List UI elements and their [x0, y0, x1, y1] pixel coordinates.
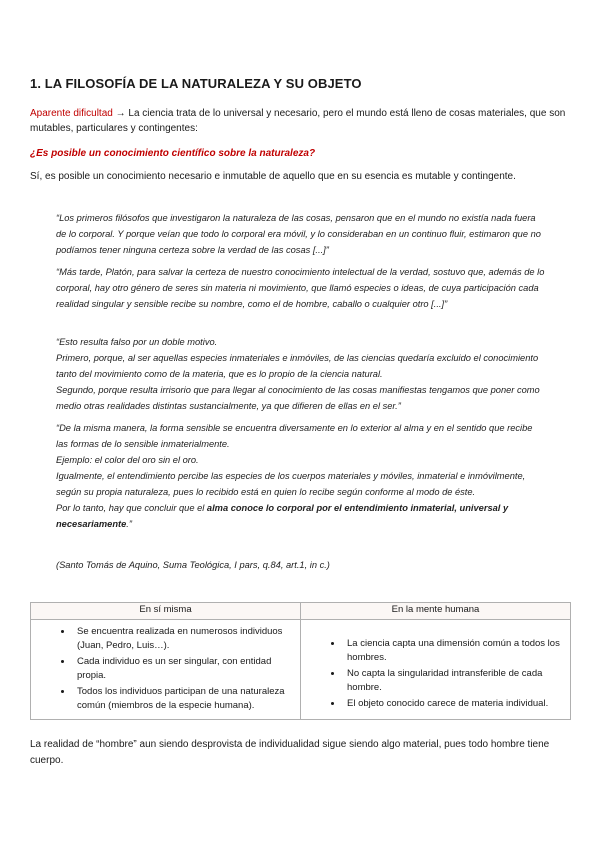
key-question: ¿Es posible un conocimiento científico sobre la naturaleza?	[30, 148, 316, 159]
table-header-in-mind: En la mente humana	[301, 603, 571, 620]
conclusion-emphasis: alma conoce lo corporal por el entendimiento inmaterial, universal y necesariamente	[56, 503, 509, 529]
difficulty-label: Aparente dificultad	[30, 108, 113, 119]
list-item: • La ciencia capta una dimensión común a todos los hombres.	[343, 637, 570, 665]
quote-presocratics: “Los primeros filósofos que investigaron la naturaleza de las cosas, pensaron que en el mundo no existía nada fuera de lo corporal. Y porque veían que todo lo corporal era móvil, y lo consideraban en un continuo fluir, estimaron que no podíamos tener ninguna certeza sobre la verdad de las cosas [...]”	[56, 213, 541, 255]
table-cell-in-itself	[31, 620, 301, 720]
arrow-icon: →	[112, 108, 129, 119]
quote-objection-intro: “Esto resulta falso por un doble motivo.	[56, 337, 218, 347]
quote-plato: “Más tarde, Platón, para salvar la certeza de nuestro conocimiento intelectual de la verdad, sostuvo que, además de lo corporal, hay otro género de seres sin materia ni movimiento, que llamó especies o ideas, de cuya participación cada realidad singular y sensible recibe su nombre, como el de hombre, caballo o cualquier otro [...]”	[56, 267, 545, 309]
answer-paragraph: Sí, es posible un conocimiento necesario e inmutable de aquello que en su esencia es mutable y contingente.	[30, 171, 516, 182]
difficulty-paragraph	[30, 106, 570, 136]
list-item: • El objeto conocido carece de materia individual.	[343, 697, 570, 711]
difficulty-text: La ciencia trata de lo universal y necesario, pero el mundo está lleno de cosas materiales, que son mutables, particulares y contingentes:	[30, 108, 566, 134]
list-item: • No capta la singularidad intransferible de cada hombre.	[343, 667, 570, 695]
quote-objection	[56, 334, 546, 414]
quote-aquinas-example: Ejemplo: el color del oro sin el oro.	[56, 455, 199, 465]
section-heading: 1. LA FILOSOFÍA DE LA NATURALEZA Y SU OBJETO	[30, 76, 362, 91]
quote-citation: (Santo Tomás de Aquino, Suma Teológica, I pars, q.84, art.1, in c.)	[56, 560, 330, 570]
list-item: • Cada individuo es un ser singular, con entidad propia.	[73, 655, 300, 683]
quote-aquinas	[56, 420, 546, 532]
quote-aquinas-conclusion: Por lo tanto, hay que concluir que el alma conoce lo corporal por el entendimiento inmaterial, universal y necesariamente.”	[56, 503, 509, 529]
quote-aquinas-sensible: “De la misma manera, la forma sensible se encuentra diversamente en lo exterior al alma y en el sentido que recibe las formas de lo sensible inmaterialmente.	[56, 423, 533, 449]
list-item: • Todos los individuos participan de una naturaleza común (miembros de la especie humana).	[73, 685, 300, 713]
quote-objection-second: Segundo, porque resulta irrisorio que para llegar al conocimiento de las cosas manifiestas tengamos que poner como medio otras realidades distintas sustancialmente, ya que difieren de ellas en el ser.”	[56, 385, 540, 411]
table-cell-in-mind	[301, 620, 571, 720]
comparison-table	[30, 602, 571, 720]
quote-aquinas-intellect: Igualmente, el entendimiento percibe las especies de los cuerpos materiales y móviles, inmaterial e inmóvilmente, según su propia naturaleza, pues lo recibido está en quien lo recibe según conforme al modo de éste.	[56, 471, 526, 497]
closing-paragraph: La realidad de “hombre” aun siendo desprovista de individualidad sigue siendo algo material, pues todo hombre tiene cuerpo.	[30, 739, 550, 766]
table-header-in-itself: En sí misma	[31, 603, 301, 620]
quote-objection-first: Primero, porque, al ser aquellas especies inmateriales e inmóviles, de las ciencias quedaría excluido el conocimiento tanto del movimiento como de la materia, que es lo propio de la ciencia natural.	[56, 353, 539, 379]
list-item: • Se encuentra realizada en numerosos individuos (Juan, Pedro, Luis…).	[73, 625, 300, 653]
